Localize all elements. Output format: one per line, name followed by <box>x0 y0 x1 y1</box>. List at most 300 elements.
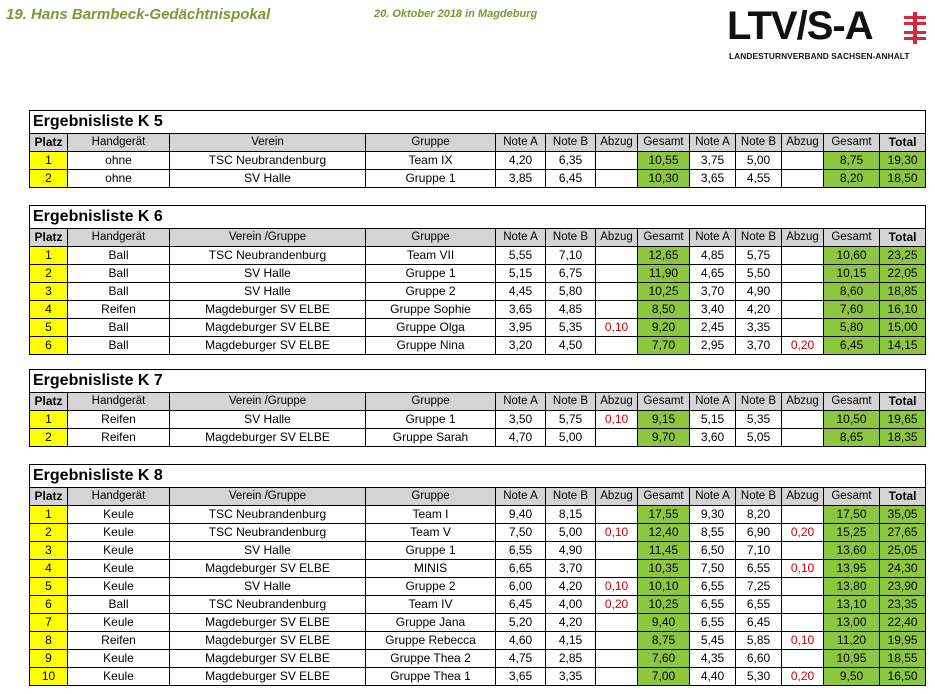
table-cell: 0,10 <box>596 578 638 596</box>
column-header-note-a: Note A <box>690 488 736 506</box>
table-cell: 10,55 <box>638 152 690 170</box>
table-cell: 3,35 <box>736 319 782 337</box>
table-cell: 6,75 <box>546 265 596 283</box>
table-cell: 6,55 <box>736 596 782 614</box>
table-cell: 3,70 <box>690 283 736 301</box>
column-header-note-a: Note A <box>690 393 736 411</box>
table-cell <box>596 283 638 301</box>
table-cell <box>782 596 824 614</box>
table-cell: 8,60 <box>824 283 880 301</box>
table-cell: Team I <box>366 506 496 524</box>
column-header-gruppe: Gruppe <box>366 134 496 152</box>
table-cell: 6,55 <box>736 560 782 578</box>
table-cell: 10,25 <box>638 283 690 301</box>
table-cell: 4,70 <box>496 429 546 447</box>
table-cell: 0,10 <box>596 411 638 429</box>
table-cell: 4,15 <box>546 632 596 650</box>
column-header-note-b: Note B <box>546 134 596 152</box>
column-header-note-b: Note B <box>546 488 596 506</box>
table-cell: 13,60 <box>824 542 880 560</box>
table-cell: 3,70 <box>546 560 596 578</box>
table-cell: 8 <box>30 632 68 650</box>
column-header-total: Total <box>880 134 926 152</box>
table-cell: 8,75 <box>638 632 690 650</box>
table-cell: 5 <box>30 319 68 337</box>
table-cell: 3,65 <box>496 668 546 686</box>
table-cell: TSC Neubrandenburg <box>170 596 366 614</box>
table-cell: 11,20 <box>824 632 880 650</box>
table-cell: 10,95 <box>824 650 880 668</box>
table-cell: 3,40 <box>690 301 736 319</box>
table-cell: 7,10 <box>546 247 596 265</box>
table-cell: 3,75 <box>690 152 736 170</box>
table-cell <box>782 578 824 596</box>
table-cell: 5,00 <box>546 429 596 447</box>
table-cell: SV Halle <box>170 578 366 596</box>
table-cell: 9,70 <box>638 429 690 447</box>
table-cell: 4,85 <box>690 247 736 265</box>
ltvsa-logo <box>727 4 931 66</box>
table-cell: 2,95 <box>690 337 736 355</box>
table-cell: 2 <box>30 170 68 188</box>
table-cell: 13,00 <box>824 614 880 632</box>
column-header-gesamt: Gesamt <box>824 393 880 411</box>
table-cell: 4,45 <box>496 283 546 301</box>
table-row <box>30 265 926 283</box>
table-cell: Keule <box>68 560 170 578</box>
table-cell: 0,20 <box>782 668 824 686</box>
table-cell: 12,40 <box>638 524 690 542</box>
table-cell: 3,35 <box>546 668 596 686</box>
table-cell: 14,15 <box>880 337 926 355</box>
header-row <box>30 134 926 152</box>
column-header-note-b: Note B <box>546 393 596 411</box>
column-header-abzug: Abzug <box>596 393 638 411</box>
table-cell: 18,50 <box>880 170 926 188</box>
table-cell: 10 <box>30 668 68 686</box>
table-cell: Ball <box>68 596 170 614</box>
table-row <box>30 337 926 355</box>
column-header-gesamt: Gesamt <box>638 393 690 411</box>
table-cell: Ball <box>68 283 170 301</box>
table-cell: 6,35 <box>546 152 596 170</box>
table-cell: 4,00 <box>546 596 596 614</box>
column-header-platz: Platz <box>30 229 68 247</box>
column-header-note-a: Note A <box>496 393 546 411</box>
table-cell <box>782 506 824 524</box>
table-cell: 6,45 <box>824 337 880 355</box>
table-cell <box>782 319 824 337</box>
table-cell: Gruppe 1 <box>366 265 496 283</box>
column-header-verein: Verein /Gruppe <box>170 393 366 411</box>
table-cell: SV Halle <box>170 170 366 188</box>
table-cell: 6 <box>30 337 68 355</box>
table-cell: 1 <box>30 247 68 265</box>
table-cell: 9,40 <box>496 506 546 524</box>
table-cell: 9,50 <box>824 668 880 686</box>
table-cell <box>782 152 824 170</box>
column-header-gesamt: Gesamt <box>638 229 690 247</box>
table-row <box>30 596 926 614</box>
table-cell: 6,60 <box>736 650 782 668</box>
table-cell: Gruppe Olga <box>366 319 496 337</box>
table-cell: 4,20 <box>736 301 782 319</box>
table-cell: Gruppe 2 <box>366 283 496 301</box>
table-cell: 2,85 <box>546 650 596 668</box>
table-cell: 6,45 <box>736 614 782 632</box>
table-cell: Keule <box>68 506 170 524</box>
table-cell: 5,05 <box>736 429 782 447</box>
table-cell: Gruppe Nina <box>366 337 496 355</box>
table-cell: Gruppe 1 <box>366 411 496 429</box>
results-table-2 <box>29 205 926 355</box>
table-cell: Reifen <box>68 429 170 447</box>
table-cell <box>596 614 638 632</box>
table-cell: 4,40 <box>690 668 736 686</box>
table-cell <box>596 542 638 560</box>
table-row <box>30 560 926 578</box>
table-row <box>30 542 926 560</box>
table-cell: 4,60 <box>496 632 546 650</box>
table-cell <box>782 411 824 429</box>
column-header-note-b: Note B <box>736 134 782 152</box>
table-cell <box>596 337 638 355</box>
table-row <box>30 668 926 686</box>
column-header-note-a: Note A <box>690 134 736 152</box>
column-header-verein: Verein /Gruppe <box>170 488 366 506</box>
table-cell: SV Halle <box>170 411 366 429</box>
table-cell: 15,25 <box>824 524 880 542</box>
table-cell: 0,20 <box>782 337 824 355</box>
table-cell: 13,10 <box>824 596 880 614</box>
table-cell: 22,05 <box>880 265 926 283</box>
table-cell <box>782 247 824 265</box>
table-cell: 8,55 <box>690 524 736 542</box>
table-cell: 18,85 <box>880 283 926 301</box>
table-cell: SV Halle <box>170 265 366 283</box>
table-cell: 3,50 <box>496 411 546 429</box>
column-header-platz: Platz <box>30 393 68 411</box>
table-cell: 0,10 <box>782 560 824 578</box>
table-cell: 6 <box>30 596 68 614</box>
event-title: 19. Hans Barmbeck-Gedächtnispokal <box>6 6 271 23</box>
table-cell: Reifen <box>68 632 170 650</box>
table-cell: 10,25 <box>638 596 690 614</box>
table-cell: 6,55 <box>690 614 736 632</box>
table-cell: 3,70 <box>736 337 782 355</box>
table-cell <box>596 632 638 650</box>
table-cell: 4,75 <box>496 650 546 668</box>
table-row <box>30 170 926 188</box>
table-cell: Ball <box>68 319 170 337</box>
column-header-verein: Verein /Gruppe <box>170 229 366 247</box>
table-cell: Reifen <box>68 301 170 319</box>
table-cell: Magdeburger SV ELBE <box>170 301 366 319</box>
table-cell: Team V <box>366 524 496 542</box>
table-cell: SV Halle <box>170 283 366 301</box>
table-cell: 5,30 <box>736 668 782 686</box>
table-cell: Keule <box>68 650 170 668</box>
table-cell: Keule <box>68 668 170 686</box>
table-cell: Ball <box>68 265 170 283</box>
table-cell <box>782 542 824 560</box>
table-cell: 19,65 <box>880 411 926 429</box>
table-row <box>30 578 926 596</box>
table-cell: 17,55 <box>638 506 690 524</box>
table-cell: 12,65 <box>638 247 690 265</box>
table-cell: 13,95 <box>824 560 880 578</box>
column-header-total: Total <box>880 393 926 411</box>
table-cell: 10,60 <box>824 247 880 265</box>
table-title: Ergebnisliste K 5 <box>30 111 926 134</box>
table-cell: 23,35 <box>880 596 926 614</box>
table-cell: 7,10 <box>736 542 782 560</box>
column-header-gesamt: Gesamt <box>824 488 880 506</box>
event-date: 20. Oktober 2018 in Magdeburg <box>374 8 538 20</box>
table-cell: 6,45 <box>546 170 596 188</box>
column-header-abzug: Abzug <box>782 488 824 506</box>
table-cell: 8,75 <box>824 152 880 170</box>
table-cell: Keule <box>68 524 170 542</box>
table-cell: 16,10 <box>880 301 926 319</box>
table-cell: 5,15 <box>496 265 546 283</box>
table-cell: 6,50 <box>690 542 736 560</box>
table-cell: 1 <box>30 411 68 429</box>
table-cell <box>596 668 638 686</box>
table-cell <box>596 265 638 283</box>
table-cell: ohne <box>68 152 170 170</box>
table-cell: 1 <box>30 152 68 170</box>
table-cell: 6,00 <box>496 578 546 596</box>
table-cell: 9,15 <box>638 411 690 429</box>
table-cell <box>782 429 824 447</box>
table-cell: 0,10 <box>596 524 638 542</box>
table-cell <box>596 301 638 319</box>
column-header-platz: Platz <box>30 134 68 152</box>
column-header-handgeraet: Handgerät <box>68 488 170 506</box>
table-cell <box>596 650 638 668</box>
table-cell: 2 <box>30 429 68 447</box>
results-table-4 <box>29 464 926 686</box>
column-header-abzug: Abzug <box>782 229 824 247</box>
table-cell: 5,45 <box>690 632 736 650</box>
table-cell: 5,20 <box>496 614 546 632</box>
table-cell: 9,30 <box>690 506 736 524</box>
table-cell: Ball <box>68 247 170 265</box>
table-cell: TSC Neubrandenburg <box>170 506 366 524</box>
column-header-gesamt: Gesamt <box>638 134 690 152</box>
table-cell: Keule <box>68 578 170 596</box>
table-cell: 8,15 <box>546 506 596 524</box>
table-cell: Magdeburger SV ELBE <box>170 429 366 447</box>
table-cell: 18,55 <box>880 650 926 668</box>
table-cell: 2 <box>30 524 68 542</box>
table-cell: 3,20 <box>496 337 546 355</box>
table-cell: Team VII <box>366 247 496 265</box>
table-cell: 4,20 <box>546 578 596 596</box>
table-cell: Gruppe Thea 1 <box>366 668 496 686</box>
table-cell <box>782 265 824 283</box>
table-cell: 0,20 <box>596 596 638 614</box>
column-header-gesamt: Gesamt <box>638 488 690 506</box>
table-cell: 23,90 <box>880 578 926 596</box>
results-table-1 <box>29 110 926 188</box>
table-cell: Gruppe 2 <box>366 578 496 596</box>
table-cell: 5,55 <box>496 247 546 265</box>
table-cell: 5,35 <box>736 411 782 429</box>
table-cell: 10,10 <box>638 578 690 596</box>
table-cell: 3,65 <box>496 301 546 319</box>
table-cell: Gruppe Sophie <box>366 301 496 319</box>
column-header-note-a: Note A <box>496 134 546 152</box>
table-cell <box>782 170 824 188</box>
table-cell: Team IX <box>366 152 496 170</box>
table-cell: ohne <box>68 170 170 188</box>
table-row <box>30 524 926 542</box>
table-cell: 4,90 <box>546 542 596 560</box>
table-row <box>30 152 926 170</box>
header-row <box>30 393 926 411</box>
table-cell: 7,25 <box>736 578 782 596</box>
table-row <box>30 650 926 668</box>
table-cell <box>782 614 824 632</box>
column-header-handgeraet: Handgerät <box>68 393 170 411</box>
table-cell: 6,45 <box>496 596 546 614</box>
table-cell: 4 <box>30 301 68 319</box>
table-cell: 6,55 <box>496 542 546 560</box>
table-cell: Gruppe Rebecca <box>366 632 496 650</box>
table-cell: 6,55 <box>690 578 736 596</box>
column-header-abzug: Abzug <box>596 488 638 506</box>
header-row <box>30 229 926 247</box>
table-cell: 7 <box>30 614 68 632</box>
column-header-note-b: Note B <box>546 229 596 247</box>
column-header-abzug: Abzug <box>596 134 638 152</box>
table-cell: 7,00 <box>638 668 690 686</box>
table-cell: 4,85 <box>546 301 596 319</box>
table-cell: Team IV <box>366 596 496 614</box>
table-cell: 22,40 <box>880 614 926 632</box>
table-cell: 11,45 <box>638 542 690 560</box>
table-cell: 5,35 <box>546 319 596 337</box>
table-cell: 5,15 <box>690 411 736 429</box>
column-header-platz: Platz <box>30 488 68 506</box>
table-cell: TSC Neubrandenburg <box>170 524 366 542</box>
table-cell: 7,60 <box>824 301 880 319</box>
table-cell: Gruppe Thea 2 <box>366 650 496 668</box>
table-cell: 16,50 <box>880 668 926 686</box>
table-title: Ergebnisliste K 7 <box>30 370 926 393</box>
table-cell: Magdeburger SV ELBE <box>170 650 366 668</box>
table-cell: Magdeburger SV ELBE <box>170 632 366 650</box>
logo-red-mark-icon <box>902 12 928 44</box>
table-cell <box>596 560 638 578</box>
table-cell: MINIS <box>366 560 496 578</box>
table-cell: 9 <box>30 650 68 668</box>
table-cell: Gruppe 1 <box>366 170 496 188</box>
table-cell: 10,50 <box>824 411 880 429</box>
column-header-handgeraet: Handgerät <box>68 134 170 152</box>
table-cell: 10,30 <box>638 170 690 188</box>
table-cell: 27,65 <box>880 524 926 542</box>
table-cell: 4,90 <box>736 283 782 301</box>
table-cell: 23,25 <box>880 247 926 265</box>
column-header-note-b: Note B <box>736 488 782 506</box>
table-cell: Magdeburger SV ELBE <box>170 614 366 632</box>
table-cell: 2 <box>30 265 68 283</box>
table-cell: 9,20 <box>638 319 690 337</box>
table-cell: 5,80 <box>824 319 880 337</box>
table-cell: 19,95 <box>880 632 926 650</box>
table-cell: Gruppe 1 <box>366 542 496 560</box>
table-row <box>30 283 926 301</box>
table-cell: 5,85 <box>736 632 782 650</box>
table-cell: 0,10 <box>782 632 824 650</box>
table-row <box>30 301 926 319</box>
table-cell <box>596 506 638 524</box>
table-cell: 7,60 <box>638 650 690 668</box>
column-header-gruppe: Gruppe <box>366 488 496 506</box>
table-row <box>30 506 926 524</box>
table-cell: 4,35 <box>690 650 736 668</box>
table-cell <box>596 429 638 447</box>
table-cell: 6,55 <box>690 596 736 614</box>
column-header-gruppe: Gruppe <box>366 393 496 411</box>
table-cell: 3,60 <box>690 429 736 447</box>
table-cell: 9,40 <box>638 614 690 632</box>
table-cell: 5,80 <box>546 283 596 301</box>
table-cell: 0,20 <box>782 524 824 542</box>
table-title: Ergebnisliste K 8 <box>30 465 926 488</box>
column-header-note-b: Note B <box>736 229 782 247</box>
table-cell: 4,55 <box>736 170 782 188</box>
table-cell: 5,75 <box>736 247 782 265</box>
column-header-note-a: Note A <box>496 488 546 506</box>
logo-text: LTV/S-A <box>727 4 873 48</box>
table-cell: 7,50 <box>690 560 736 578</box>
table-cell: 6,90 <box>736 524 782 542</box>
table-cell: 18,35 <box>880 429 926 447</box>
table-cell: 5,00 <box>546 524 596 542</box>
table-cell: 4 <box>30 560 68 578</box>
table-cell: Magdeburger SV ELBE <box>170 560 366 578</box>
column-header-note-a: Note A <box>690 229 736 247</box>
column-header-abzug: Abzug <box>596 229 638 247</box>
column-header-total: Total <box>880 488 926 506</box>
table-row <box>30 429 926 447</box>
table-cell: 5,00 <box>736 152 782 170</box>
header-row <box>30 488 926 506</box>
table-cell: 3,65 <box>690 170 736 188</box>
table-cell: Gruppe Jana <box>366 614 496 632</box>
table-cell: 8,20 <box>736 506 782 524</box>
table-cell: 7,70 <box>638 337 690 355</box>
table-cell: 1 <box>30 506 68 524</box>
table-cell: 2,45 <box>690 319 736 337</box>
column-header-gesamt: Gesamt <box>824 229 880 247</box>
table-cell: 19,30 <box>880 152 926 170</box>
table-cell: 8,65 <box>824 429 880 447</box>
table-cell: 11,90 <box>638 265 690 283</box>
column-header-gesamt: Gesamt <box>824 134 880 152</box>
table-cell: 3 <box>30 283 68 301</box>
table-cell: 4,20 <box>546 614 596 632</box>
table-cell: Keule <box>68 542 170 560</box>
table-cell: 24,30 <box>880 560 926 578</box>
table-cell: 15,00 <box>880 319 926 337</box>
logo-subtitle: LANDESTURNVERBAND SACHSEN-ANHALT <box>729 51 910 61</box>
column-header-gruppe: Gruppe <box>366 229 496 247</box>
